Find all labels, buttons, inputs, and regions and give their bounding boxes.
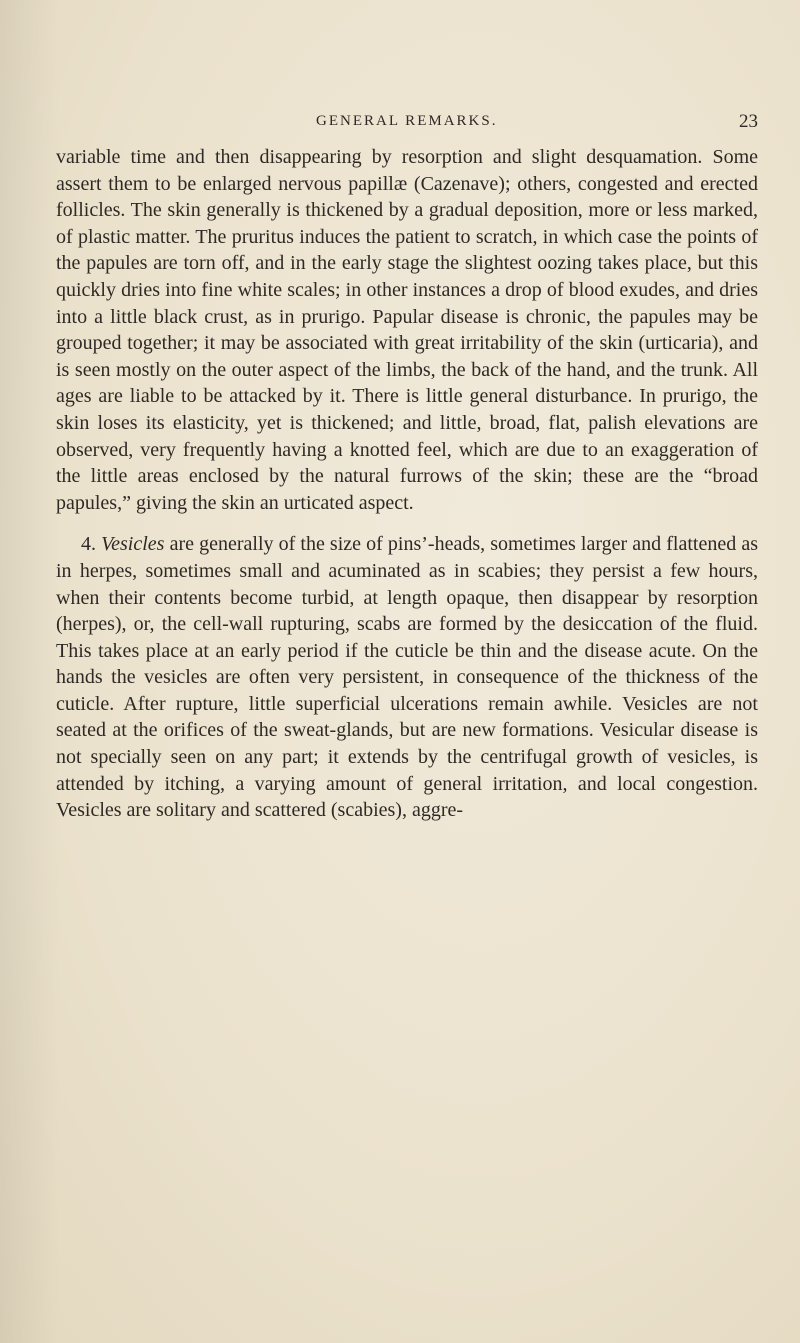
- section-heading: Vesicles: [101, 533, 165, 556]
- section-number: 4.: [81, 533, 96, 556]
- page-number: 23: [739, 111, 758, 132]
- body-text: [56, 144, 758, 824]
- paragraph-text: are generally of the size of pins’-heads, sometimes larger and flattened as in herpes, sometimes small and acuminated as in scabies; they persist a few hours, when their contents become turbid, at length opaque, then disappear by resorption (herpes), or, the cell-wall rupturing, scabs are formed by the desiccation of the fluid. This takes place at an early period if the cuticle be thin and the disease acute. On the hands the vesicles are often very persistent, in consequence of the thickness of the cuticle. After rupture, little superficial ulcerations remain awhile. Vesicles are not seated at the orifices of the sweat-glands, but are new formations. Vesicular disease is not specially seen on any part; it extends by the centrifugal growth of vesicles, is attended by itching, a varying amount of general irritation, and local congestion. Vesicles are solitary and scattered (scabies), aggre-: [56, 533, 759, 822]
- running-head: GENERAL REMARKS.: [316, 113, 498, 129]
- paragraph-text: variable time and then disappearing by resorption and slight desquamation. Some assert them to be enlarged nervous papillæ (Cazenave); others, congested and erected follicles. The skin generally is thickened by a gradual deposition, more or less marked, of plastic matter. The pruritus induces the patient to scratch, in which case the points of the papules are torn off, and in the early stage the slightest oozing takes place, but this quickly dries into fine white scales; in other instances a drop of blood exudes, and dries into a little black crust, as in prurigo. Papular disease is chronic, the papules may be grouped together; it may be associated with great irritability of the skin (urticaria), and is seen mostly on the outer aspect of the limbs, the back of the hand, and the trunk. All ages are liable to be attacked by it. There is little general disturbance. In prurigo, the skin loses its elasticity, yet is thickened; and little, broad, flat, palish elevations are observed, very frequently having a knotted feel, which are due to an exaggeration of the little areas enclosed by the natural furrows of the skin; these are the “broad papules,” giving the skin an urticated aspect.: [56, 146, 758, 514]
- paragraph-vesicles: [56, 531, 758, 824]
- paragraph-papules-continued: [56, 144, 758, 516]
- page-header: [0, 113, 800, 141]
